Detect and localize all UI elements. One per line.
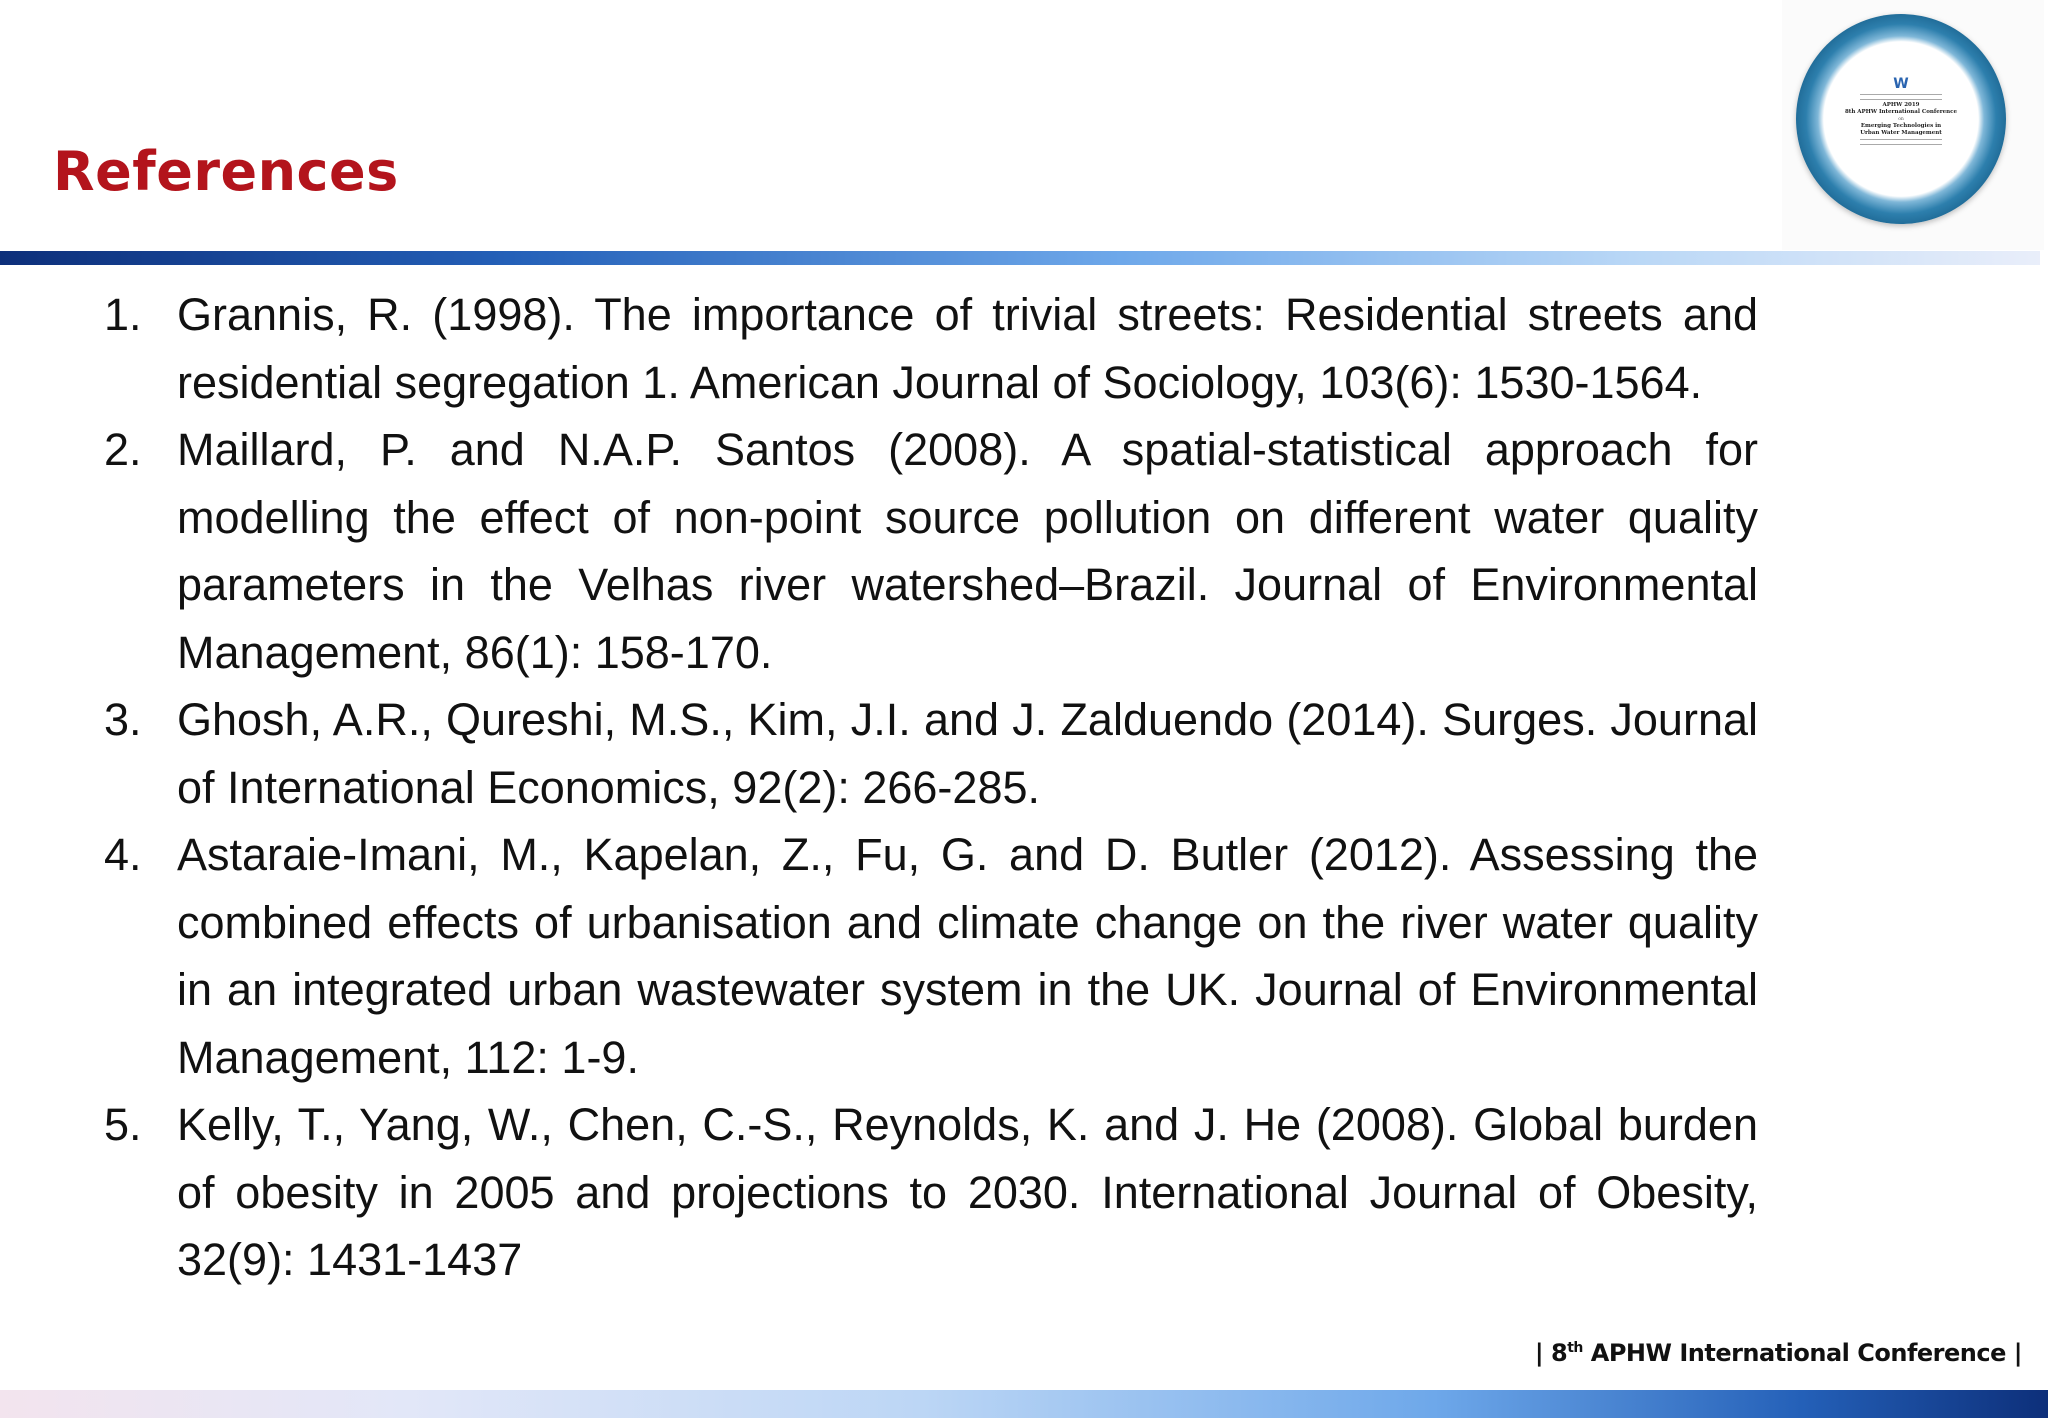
footer-suffix: APHW International Conference |: [1582, 1339, 2022, 1367]
footer-divider-bar: [0, 1390, 2048, 1418]
footer-conference-label: [1535, 1339, 2022, 1367]
reference-number: 5.: [104, 1099, 142, 1150]
reference-text: Ghosh, A.R., Qureshi, M.S., Kim, J.I. and J. Zalduendo (2014). Surges. Journal of International Economics, 92(2): 266-285.: [177, 694, 1758, 813]
header-divider-bar: [0, 251, 2040, 265]
reference-text: Maillard, P. and N.A.P. Santos (2008). A spatial-statistical approach for modelling the effect of non-point source pollution on different water quality parameters in the Velhas river watershed–Brazil. Journal of Environmental Management, 86(1): 158-170.: [177, 424, 1758, 678]
conference-logo: [1782, 0, 2044, 250]
page-title: References: [53, 140, 399, 203]
logo-mark: W: [1893, 76, 1909, 92]
logo-line: Emerging Technologies in: [1860, 123, 1942, 129]
logo-line: 8th APHW International Conference: [1844, 109, 1958, 115]
reference-text: Kelly, T., Yang, W., Chen, C.-S., Reynolds, K. and J. He (2008). Global burden of obesity in 2005 and projections to 2030. International Journal of Obesity, 32(9): 1431-1437: [177, 1099, 1758, 1285]
reference-number: 3.: [104, 694, 142, 745]
footer-superscript: th: [1567, 1340, 1583, 1356]
reference-number: 4.: [104, 829, 142, 880]
reference-item: [100, 821, 1758, 1091]
reference-text: Astaraie-Imani, M., Kapelan, Z., Fu, G. and D. Butler (2012). Assessing the combined effects of urbanisation and climate change on the river water quality in an integrated urban wastewater system in the UK. Journal of Environmental Management, 112: 1-9.: [177, 829, 1758, 1083]
logo-seal-icon: [1796, 14, 2006, 224]
reference-number: 1.: [104, 289, 142, 340]
logo-rule: [1860, 94, 1943, 100]
reference-item: [100, 686, 1758, 821]
footer-prefix: | 8: [1534, 1339, 1568, 1367]
logo-line: Urban Water Management: [1860, 130, 1942, 136]
reference-item: [100, 1091, 1758, 1294]
logo-line: on: [1898, 117, 1904, 122]
reference-list: [100, 281, 1758, 1294]
reference-text: Grannis, R. (1998). The importance of trivial streets: Residential streets and residential segregation 1. American Journal of Sociology, 103(6): 1530-1564.: [177, 289, 1758, 408]
logo-rule: [1860, 139, 1943, 145]
reference-item: [100, 281, 1758, 416]
logo-inner: [1842, 60, 1960, 178]
reference-item: [100, 416, 1758, 686]
reference-number: 2.: [104, 424, 142, 475]
logo-line: APHW 2019: [1882, 102, 1920, 108]
